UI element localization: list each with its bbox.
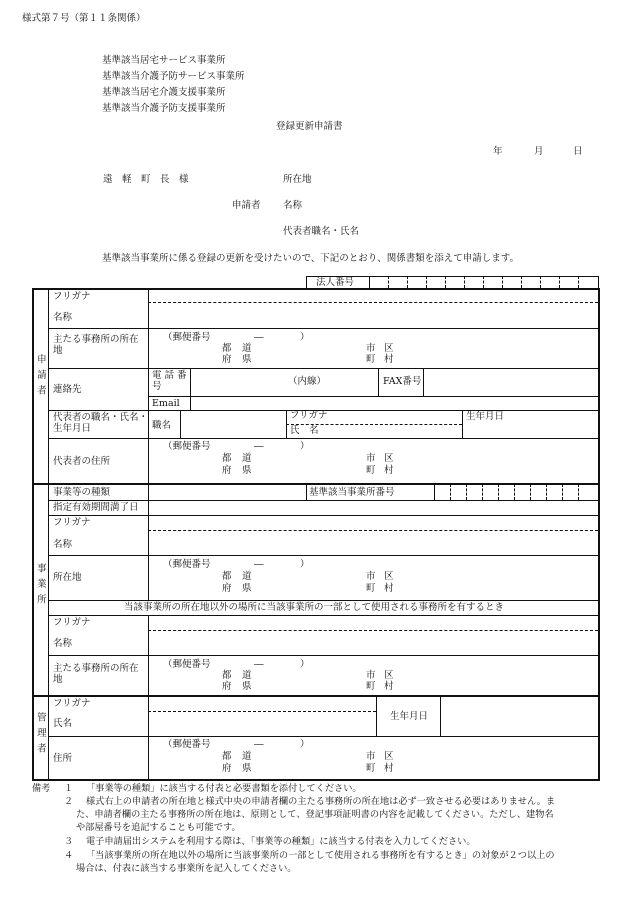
rep-address-label: 代表者の住所 xyxy=(53,456,111,467)
tel-label: 電 話 番 号 xyxy=(152,370,187,392)
expiry-label: 指定有効期間満了日 xyxy=(53,502,139,513)
applicant-address-label: 所在地 xyxy=(283,174,312,185)
applicant-name-field[interactable] xyxy=(150,303,596,327)
sub-office-name-label: 名称 xyxy=(53,638,73,649)
statement: 基準該当事業所に係る登録の更新を受けたいので、下記のとおり、関係書類を添えて申請します。 xyxy=(102,253,520,264)
note-2-number: ２ xyxy=(64,796,74,807)
manager-birth-field[interactable] xyxy=(442,697,596,735)
note-2-text: 様式右上の申請者の所在地と様式中央の申請者欄の主たる事務所の所在地は必ず一致させる必要はありません。ま xyxy=(86,796,556,807)
sub-office-header: 当該事業所の所在地以外の場所に当該事業所の一部として使用される事務所を有するとき xyxy=(124,602,505,613)
note-2-cont-2: や部屋番号を追記することも可能です。 xyxy=(76,822,241,833)
main-office-address-label: 主たる事務所の所在地 xyxy=(53,334,139,356)
corp-number-label: 法人番号 xyxy=(316,277,355,288)
note-1-number: １ xyxy=(64,783,74,794)
tel-field[interactable] xyxy=(192,369,378,395)
rep-position-field[interactable] xyxy=(182,411,284,437)
business-type-1: 基準該当居宅サービス事業所 xyxy=(102,55,226,66)
business-type-label: 事業等の種類 xyxy=(53,487,111,498)
business-type-4: 基準該当介護予防支援事業所 xyxy=(102,103,226,114)
note-2-cont-1: た、申請者欄の主たる事務所の所在地は、原則として、登記事項証明書の内容を記載してください。ただし、建物名 xyxy=(76,809,554,820)
section-office: 事業所 xyxy=(34,563,46,610)
note-1-text: 「事業等の種類」に該当する付表と必要書類を添付してください。 xyxy=(86,783,362,794)
business-type-2: 基準該当介護予防サービス事業所 xyxy=(102,71,245,82)
office-name-field[interactable] xyxy=(150,531,596,553)
applicant-rep-label: 代表者職名・氏名 xyxy=(283,226,360,237)
expiry-field[interactable] xyxy=(150,501,596,514)
office-number-label: 基準該当事業所番号 xyxy=(309,487,395,498)
business-type-3: 基準該当居宅介護支援事業所 xyxy=(102,87,226,98)
email-label: Email xyxy=(152,398,180,409)
note-3-number: ３ xyxy=(64,836,74,847)
position-label: 職名 xyxy=(152,420,172,431)
manager-furigana-label: フリガナ xyxy=(53,698,91,709)
rep-birth-field[interactable] xyxy=(510,411,596,437)
sub-office-address-field[interactable]: （郵便番号 ― ） 都 道 府 県 市 区 町 村 xyxy=(163,659,394,692)
sub-office-name-field[interactable] xyxy=(150,631,596,654)
office-name-label: 名称 xyxy=(53,539,73,550)
rep-name-field[interactable] xyxy=(340,411,460,437)
section-manager: 管理者 xyxy=(34,712,46,759)
fax-field[interactable] xyxy=(425,369,596,395)
rep-address-field[interactable]: （郵便番号 ― ） 都 道 府 県 市 区 町 村 xyxy=(163,441,394,476)
date-month: 月 xyxy=(534,146,544,157)
addressee: 遠 軽 町 長 様 xyxy=(103,174,189,185)
form-title: 登録更新申請書 xyxy=(276,121,343,132)
office-address-field[interactable]: （郵便番号 ― ） 都 道 府 県 市 区 町 村 xyxy=(163,559,394,594)
rep-birth-label: 生年月日 xyxy=(466,411,505,422)
name-label: 名称 xyxy=(53,312,73,323)
business-type-field[interactable] xyxy=(150,485,304,499)
sub-office-furigana-label: フリガナ xyxy=(53,617,91,628)
office-furigana-label: フリガナ xyxy=(53,517,91,528)
manager-birth-label: 生年月日 xyxy=(390,711,429,722)
date-day: 日 xyxy=(573,146,583,157)
rep-name-label: 氏 名 xyxy=(290,425,319,436)
manager-address-field[interactable]: （郵便番号 ― ） 都 道 府 県 市 区 町 村 xyxy=(163,739,394,774)
date-year: 年 xyxy=(493,146,503,157)
rep-furigana-label: フリガナ xyxy=(290,410,328,421)
applicant-label: 申請者 xyxy=(232,200,261,211)
note-3-text: 電子申請届出システムを利用する際は、「事業等の種類」に該当する付表を入力してください。 xyxy=(86,836,476,847)
note-4-number: ４ xyxy=(64,850,74,861)
rep-info-label: 代表者の職名・氏名・生年月日 xyxy=(53,412,149,434)
extension-label: （内線） xyxy=(288,376,327,387)
sub-office-address-label: 主たる事務所の所在地 xyxy=(53,663,139,685)
applicant-address-field[interactable]: （郵便番号 ― ） 都 道 府 県 市 区 町 村 xyxy=(163,332,394,365)
email-field[interactable] xyxy=(192,397,596,409)
form-number: 様式第７号（第１１条関係） xyxy=(22,13,146,24)
manager-name-field[interactable] xyxy=(150,712,374,735)
note-4-cont-1: 場合は、付表に該当する事業所を記入してください。 xyxy=(76,863,297,874)
notes-label: 備考 xyxy=(32,783,51,794)
fax-label: FAX番号 xyxy=(383,376,422,387)
manager-address-label: 住所 xyxy=(53,753,73,764)
manager-name-label: 氏名 xyxy=(53,718,73,729)
furigana-label: フリガナ xyxy=(53,291,91,302)
contact-label: 連絡先 xyxy=(53,384,82,395)
note-4-text: 「当該事業所の所在地以外の場所に当該事業所の一部として使用される事務所を有するとき」の対象が２つ以上の xyxy=(86,850,555,861)
applicant-name-label: 名称 xyxy=(283,200,303,211)
office-location-label: 所在地 xyxy=(53,572,82,583)
section-applicant: 申請者 xyxy=(34,354,46,401)
